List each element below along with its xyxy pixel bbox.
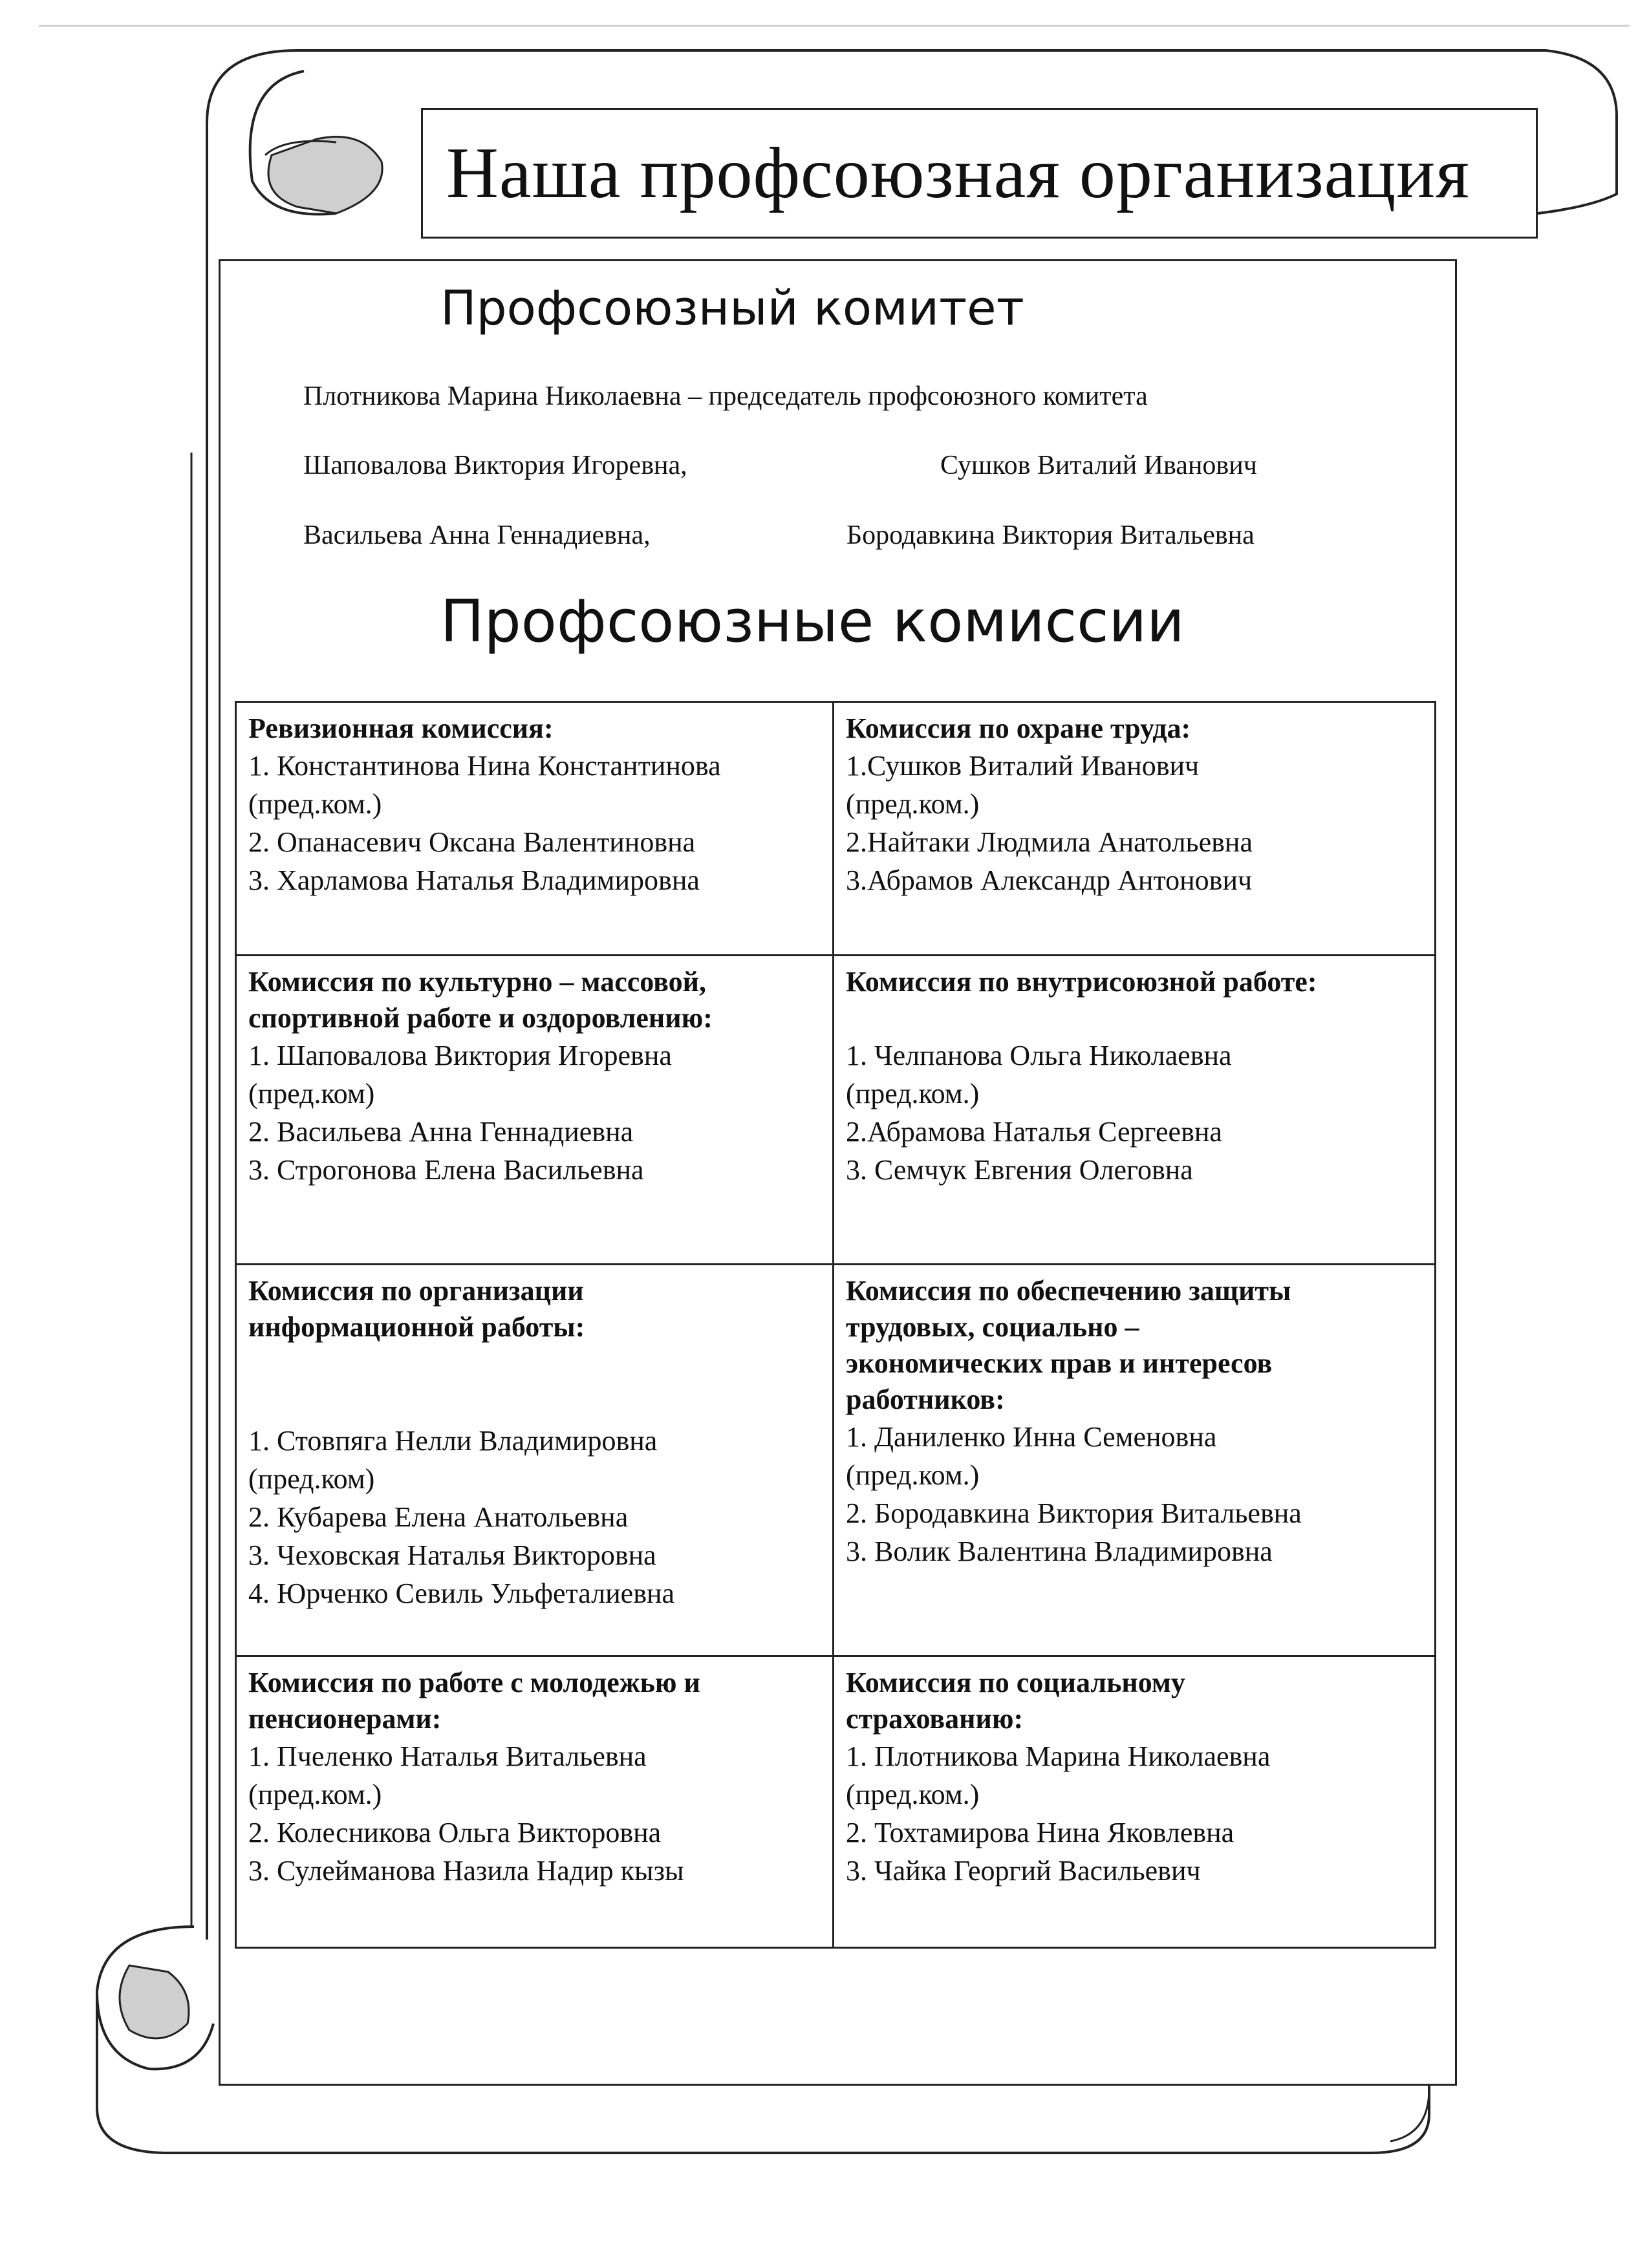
page-title: Наша профсоюзная организация — [446, 133, 1470, 213]
commission-members: 1. Стовпяга Нелли Владимировна (пред.ком) 2. Кубарева Елена Анатольевна 3. Чеховская Наталья Викторовна 4. Юрченко Севиль Ульфеталиевна — [248, 1425, 675, 1609]
title-box — [421, 108, 1538, 239]
commission-cell — [834, 956, 1434, 1265]
commission-title: Комиссия по культурно – массовой, спортивной работе и оздоровлению: — [248, 966, 713, 1034]
commission-cell — [237, 703, 834, 956]
commission-cell — [834, 1657, 1434, 1947]
commission-cell — [237, 956, 834, 1265]
commission-members: 1. Плотникова Марина Николаевна (пред.ком.) 2. Тохтамирова Нина Яковлевна 3. Чайка Георгий Васильевич — [846, 1740, 1271, 1887]
committee-member: Сушков Виталий Иванович — [940, 451, 1257, 480]
commission-title: Комиссия по охране труда: — [846, 712, 1191, 744]
commission-title: Комиссия по обеспечению защиты трудовых, социально – экономических прав и интересов работников: — [846, 1275, 1291, 1415]
commission-cell — [237, 1265, 834, 1657]
committee-heading: Профсоюзный комитет — [440, 281, 1024, 336]
commissions-table — [235, 701, 1436, 1949]
commission-cell — [237, 1657, 834, 1947]
committee-chair: Плотникова Марина Николаевна – председатель профсоюзного комитета — [303, 381, 1148, 411]
commission-cell — [834, 703, 1434, 956]
commission-title: Комиссия по работе с молодежью и пенсионерами: — [248, 1667, 700, 1735]
commission-members: 1. Пчеленко Наталья Витальевна (пред.ком.) 2. Колесникова Ольга Викторовна 3. Сулейманова Назила Надир кызы — [248, 1740, 684, 1887]
commission-members: 1. Константинова Нина Константинова (пред.ком.) 2. Опанасевич Оксана Валентиновна 3. Харламова Наталья Владимировна — [248, 750, 721, 896]
content-box — [219, 259, 1457, 2086]
commissions-heading: Профсоюзные комиссии — [440, 588, 1185, 656]
committee-member: Васильева Анна Геннадиевна, — [303, 520, 651, 550]
commission-members: 1. Даниленко Инна Семеновна (пред.ком.) 2. Бородавкина Виктория Витальевна 3. Волик Валентина Владимировна — [846, 1421, 1302, 1567]
commission-members: 1. Шаповалова Виктория Игоревна (пред.ком) 2. Васильева Анна Геннадиевна 3. Строгонова Елена Васильевна — [248, 1040, 672, 1186]
commission-members: 1. Челпанова Ольга Николаевна (пред.ком.) 2.Абрамова Наталья Сергеевна 3. Семчук Евгения Олеговна — [846, 1040, 1232, 1186]
commission-title: Комиссия по организации информационной работы: — [248, 1275, 585, 1343]
spacer — [248, 1345, 821, 1422]
spacer — [846, 1000, 1423, 1036]
commission-title: Комиссия по внутрисоюзной работе: — [846, 966, 1317, 998]
commission-title: Ревизионная комиссия: — [248, 712, 554, 744]
committee-member: Бородавкина Виктория Витальевна — [846, 520, 1255, 550]
commission-members: 1.Сушков Виталий Иванович (пред.ком.) 2.Найтаки Людмила Анатольевна 3.Абрамов Александр Антонович — [846, 750, 1253, 896]
commission-title: Комиссия по социальному страхованию: — [846, 1667, 1185, 1735]
committee-member: Шаповалова Виктория Игоревна, — [303, 451, 687, 480]
commission-cell — [834, 1265, 1434, 1657]
